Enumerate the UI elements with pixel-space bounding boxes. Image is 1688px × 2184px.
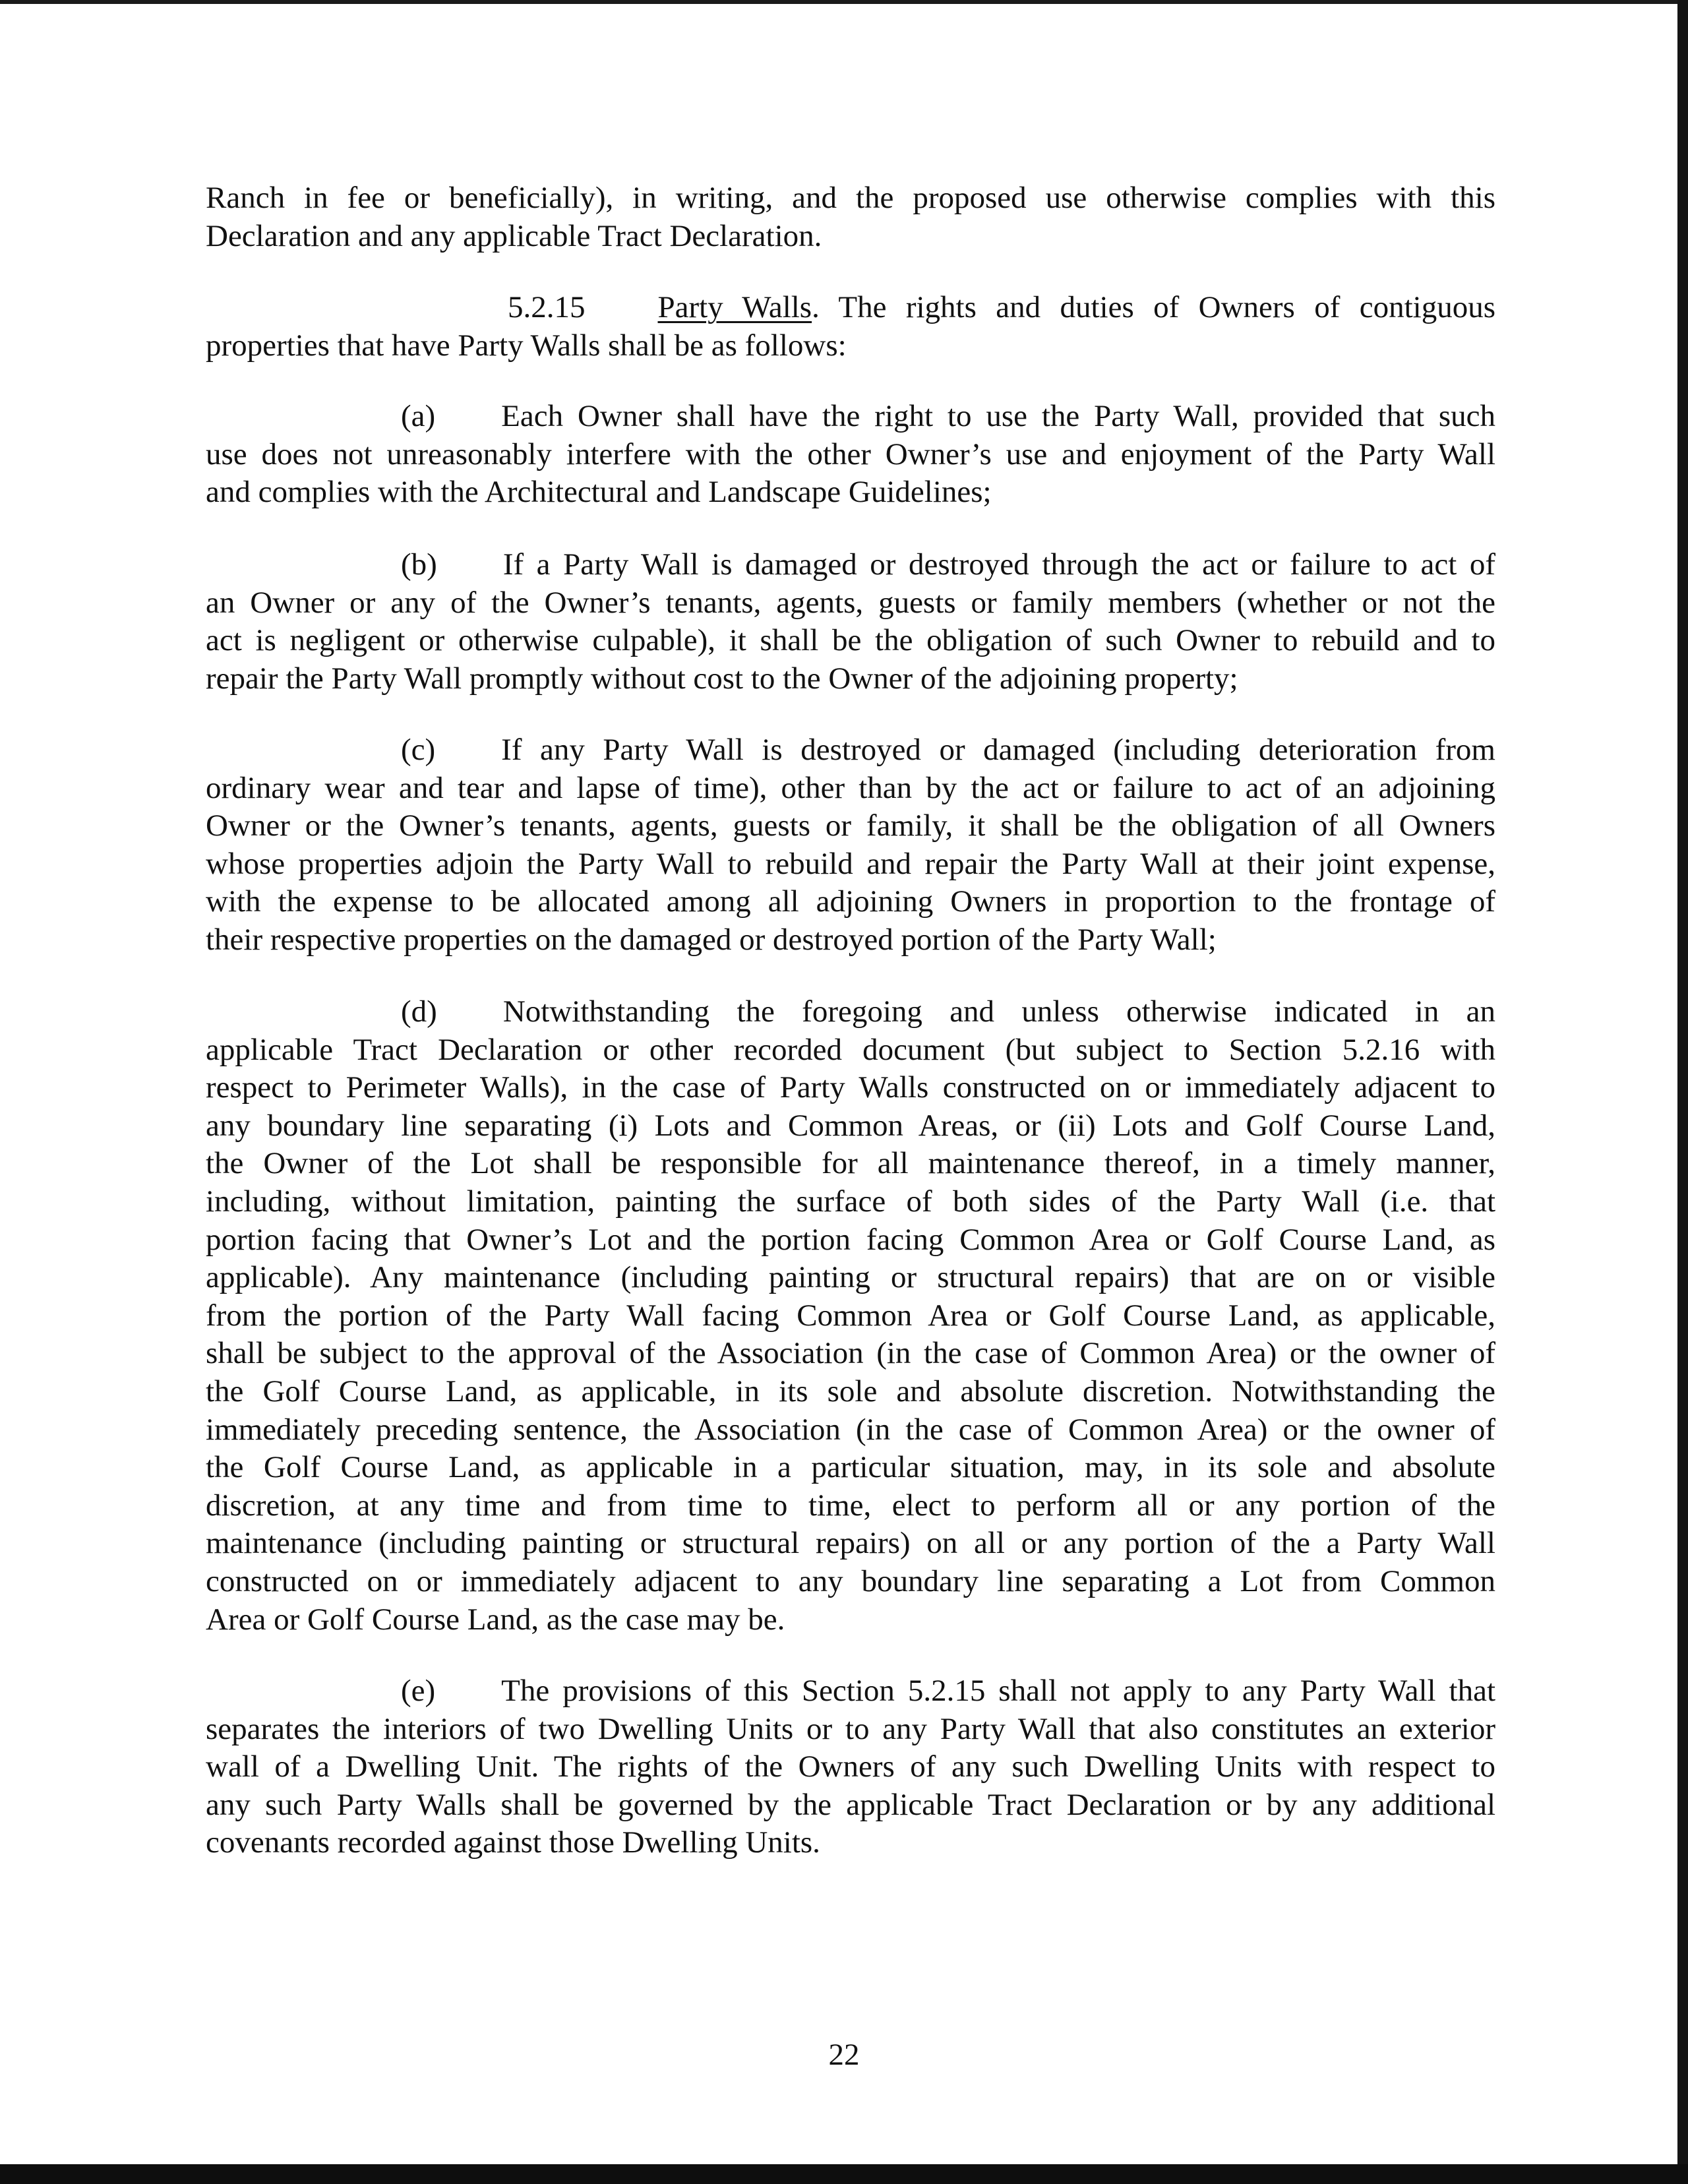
text-line: Ranch in fee or beneficially), in writing, and the proposed use otherwise complies with this bbox=[206, 181, 1495, 215]
scan-border-top bbox=[0, 0, 1688, 4]
page-number: 22 bbox=[828, 2038, 860, 2072]
item-first-text: If a Party Wall is damaged or destroyed through the act or failure to act of bbox=[502, 547, 1495, 582]
text-line: any boundary line separating (i) Lots and Common Areas, or (ii) Lots and Golf Course Land, bbox=[206, 1108, 1495, 1143]
text-line: their respective properties on the damaged or destroyed portion of the Party Wall; bbox=[206, 922, 1217, 957]
scan-border-bottom bbox=[0, 2164, 1688, 2184]
text-line: maintenance (including painting or structural repairs) on all or any portion of the a Party Wall bbox=[206, 1526, 1495, 1561]
item-paragraph-a bbox=[206, 398, 1495, 512]
item-lead-line bbox=[206, 993, 1495, 1031]
text-line: respect to Perimeter Walls), in the case of Party Walls constructed on or immediately adjacent to bbox=[206, 1070, 1495, 1105]
text-line: separates the interiors of two Dwelling Units or to any Party Wall that also constitutes an exterior bbox=[206, 1711, 1495, 1746]
item-label: (a) bbox=[401, 399, 436, 433]
text-line: covenants recorded against those Dwelling Units. bbox=[206, 1825, 820, 1860]
text-line: use does not unreasonably interfere with the other Owner’s use and enjoyment of the Party Wall bbox=[206, 437, 1495, 471]
text-line: constructed on or immediately adjacent to any boundary line separating a Lot from Common bbox=[206, 1563, 1495, 1598]
item-paragraph-c bbox=[206, 731, 1495, 959]
text-line: ordinary wear and tear and lapse of time), other than by the act or failure to act of an adjoining bbox=[206, 770, 1495, 805]
intro-paragraph bbox=[206, 179, 1495, 255]
scan-border-right bbox=[1677, 0, 1688, 2184]
text-line: discretion, at any time and from time to time, elect to perform all or any portion of the bbox=[206, 1488, 1495, 1523]
item-first-text: If any Party Wall is destroyed or damaged (including deterioration from bbox=[501, 733, 1495, 767]
text-line: immediately preceding sentence, the Association (in the case of Common Area) or the owner of bbox=[206, 1412, 1495, 1447]
text-line: applicable Tract Declaration or other recorded document (but subject to Section 5.2.16 with bbox=[206, 1032, 1495, 1067]
item-lead-line bbox=[206, 546, 1495, 584]
text-line: from the portion of the Party Wall facing Common Area or Golf Course Land, as applicable, bbox=[206, 1298, 1495, 1333]
text-line: an Owner or any of the Owner’s tenants, agents, guests or family members (whether or not the bbox=[206, 585, 1495, 620]
text-line: the Owner of the Lot shall be responsible for all maintenance thereof, in a timely manner, bbox=[206, 1146, 1495, 1181]
text-line: the Golf Course Land, as applicable in a particular situation, may, in its sole and absolute bbox=[206, 1450, 1495, 1485]
item-first-text: Each Owner shall have the right to use the Party Wall, provided that such bbox=[501, 399, 1495, 433]
text-line: shall be subject to the approval of the Association (in the case of Common Area) or the owner of bbox=[206, 1336, 1495, 1371]
item-lead-line bbox=[206, 398, 1495, 436]
section-lead-text: . The rights and duties of Owners of contiguous bbox=[812, 290, 1495, 324]
text-line: Owner or the Owner’s tenants, agents, guests or family, it shall be the obligation of all Owners bbox=[206, 808, 1495, 843]
text-line: portion facing that Owner’s Lot and the portion facing Common Area or Golf Course Land, as bbox=[206, 1222, 1495, 1257]
text-line: Declaration and any applicable Tract Declaration. bbox=[206, 218, 822, 253]
text-line: any such Party Walls shall be governed by the applicable Tract Declaration or by any additional bbox=[206, 1787, 1495, 1822]
section-paragraph bbox=[206, 289, 1495, 365]
item-paragraph-d bbox=[206, 993, 1495, 1639]
text-line: applicable). Any maintenance (including painting or structural repairs) that are on or visible bbox=[206, 1260, 1495, 1295]
text-line: the Golf Course Land, as applicable, in its sole and absolute discretion. Notwithstanding the bbox=[206, 1374, 1495, 1409]
text-line: repair the Party Wall promptly without cost to the Owner of the adjoining property; bbox=[206, 661, 1238, 696]
text-line: properties that have Party Walls shall be as follows: bbox=[206, 328, 847, 363]
item-paragraph-b bbox=[206, 546, 1495, 698]
item-label: (e) bbox=[401, 1674, 436, 1708]
text-line: with the expense to be allocated among all adjoining Owners in proportion to the frontage of bbox=[206, 884, 1495, 919]
item-label: (d) bbox=[401, 994, 437, 1029]
text-line: wall of a Dwelling Unit. The rights of the Owners of any such Dwelling Units with respect to bbox=[206, 1749, 1495, 1784]
item-first-text: Notwithstanding the foregoing and unless otherwise indicated in an bbox=[502, 994, 1495, 1029]
item-lead-line bbox=[206, 1672, 1495, 1711]
text-line: and complies with the Architectural and Landscape Guidelines; bbox=[206, 475, 992, 510]
item-lead-line bbox=[206, 731, 1495, 770]
item-label: (b) bbox=[401, 547, 437, 582]
item-paragraph-e bbox=[206, 1672, 1495, 1862]
text-line: whose properties adjoin the Party Wall to rebuild and repair the Party Wall at their joint expense, bbox=[206, 846, 1495, 881]
section-heading: Party Walls bbox=[657, 290, 812, 324]
text-line: including, without limitation, painting the surface of both sides of the Party Wall (i.e. that bbox=[206, 1184, 1495, 1219]
item-label: (c) bbox=[401, 733, 436, 767]
item-first-text: The provisions of this Section 5.2.15 shall not apply to any Party Wall that bbox=[501, 1674, 1495, 1708]
section-lead-line bbox=[206, 289, 1495, 327]
text-line: act is negligent or otherwise culpable), it shall be the obligation of such Owner to rebuild and to bbox=[206, 623, 1495, 658]
section-number: 5.2.15 bbox=[508, 290, 586, 324]
text-line: Area or Golf Course Land, as the case may be. bbox=[206, 1602, 785, 1637]
